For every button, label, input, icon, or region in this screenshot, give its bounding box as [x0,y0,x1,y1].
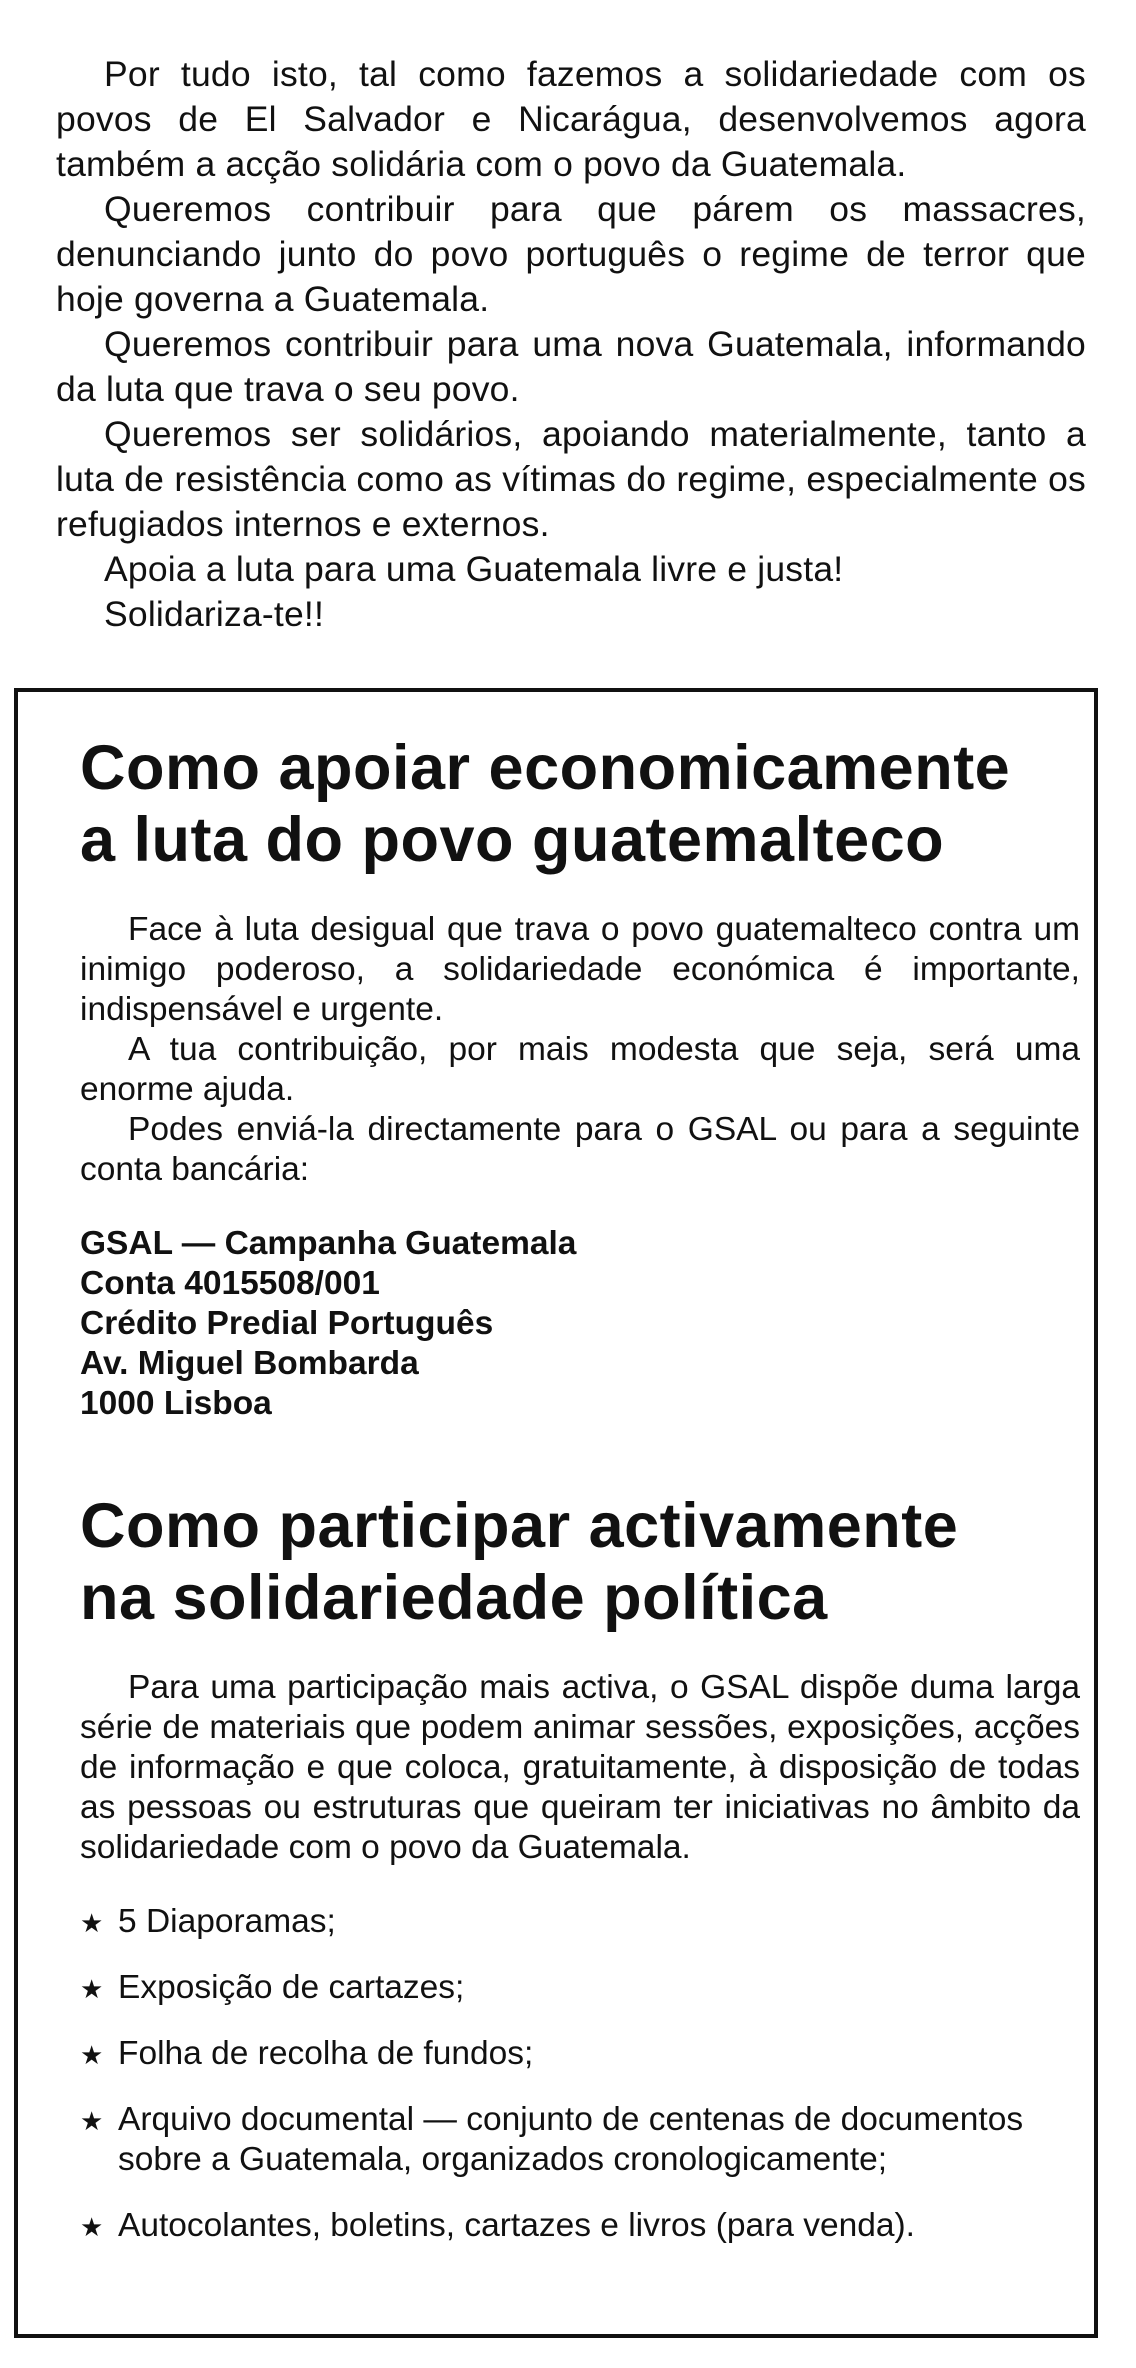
intro-paragraph: Queremos ser solidários, apoiando materialmente, tanto a luta de resistência como as vítimas do regime, especialmente os refugiados internos e externos. [56,414,1086,544]
address-line: Crédito Predial Português [80,1305,494,1342]
list-item-text: Arquivo documental — conjunto de centenas de documentos sobre a Guatemala, organizados cronologicamente; [118,2101,1024,2178]
list-item-text: Folha de recolha de fundos; [118,2035,534,2072]
intro-paragraph: Queremos contribuir para que párem os massacres, denunciando junto do povo português o regime de terror que hoje governa a Guatemala. [56,189,1086,319]
body-paragraph: A tua contribuição, por mais modesta que seja, será uma enorme ajuda. [80,1031,1080,1108]
bank-address [80,1224,1080,1424]
info-box [14,688,1098,2338]
star-icon: ★ [80,1974,104,2004]
info-box-content [80,732,1080,2272]
list-item [80,2034,1080,2074]
list-item-text: 5 Diaporamas; [118,1903,336,1940]
materials-list [80,1902,1080,2246]
address-line: GSAL — Campanha Guatemala [80,1225,577,1262]
intro-paragraph: Por tudo isto, tal como fazemos a solidariedade com os povos de El Salvador e Nicarágua, desenvolvemos agora também a acção solidária com o povo da Guatemala. [56,54,1086,184]
intro-paragraph: Queremos contribuir para uma nova Guatemala, informando da luta que trava o seu povo. [56,324,1086,409]
heading-line: na solidariedade política [80,1563,828,1633]
heading-political-solidarity [80,1490,1080,1634]
list-item [80,2100,1080,2180]
list-item [80,1968,1080,2008]
list-item-text: Exposição de cartazes; [118,1969,465,2006]
address-line: 1000 Lisboa [80,1385,272,1422]
heading-line: Como apoiar economicamente [80,733,1011,803]
intro-section [56,52,1086,637]
star-icon: ★ [80,2106,104,2136]
star-icon: ★ [80,2040,104,2070]
address-line: Conta 4015508/001 [80,1265,380,1302]
star-icon: ★ [80,2212,104,2242]
address-line: Av. Miguel Bombarda [80,1345,419,1382]
body-paragraph: Para uma participação mais activa, o GSAL dispõe duma larga série de materiais que podem animar sessões, exposições, acções de informação e que coloca, gratuitamente, à disposição de todas as pessoas ou estruturas que queiram ter iniciativas no âmbito da solidariedade com o povo da Guatemala. [80,1669,1080,1866]
star-icon: ★ [80,1908,104,1938]
heading-line: Como participar activamente [80,1491,959,1561]
list-item [80,2206,1080,2246]
list-item [80,1902,1080,1942]
slogan-support: Apoia a luta para uma Guatemala livre e justa! [104,549,844,589]
slogan-solidarity: Solidariza-te!! [104,594,325,634]
body-paragraph: Face à luta desigual que trava o povo guatemalteco contra um inimigo poderoso, a solidariedade económica é importante, indispensável e urgente. [80,911,1080,1028]
heading-economic-support [80,732,1080,876]
list-item-text: Autocolantes, boletins, cartazes e livros (para venda). [118,2207,915,2244]
heading-line: a luta do povo guatemalteco [80,805,945,875]
body-paragraph: Podes enviá-la directamente para o GSAL ou para a seguinte conta bancária: [80,1111,1080,1188]
